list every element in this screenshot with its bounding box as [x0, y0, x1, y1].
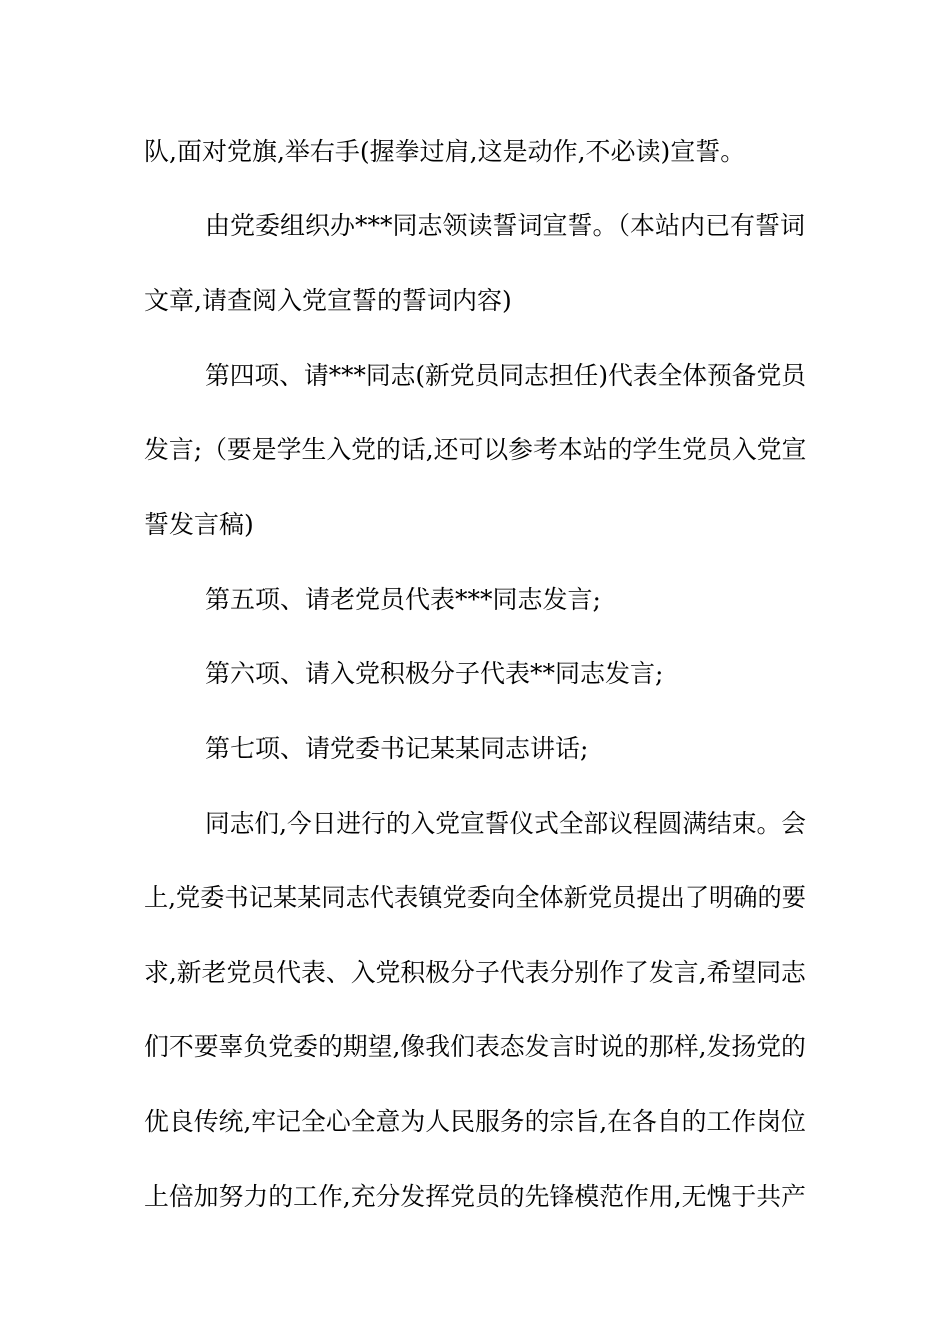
text-line-10: 同志们,今日进行的入党宣誓仪式全部议程圆满结束。会	[205, 809, 806, 838]
text-line-6: 誓发言稿)	[144, 510, 254, 539]
text-line-7: 第五项、请老党员代表***同志发言;	[205, 585, 601, 614]
text-line-8: 第六项、请入党积极分子代表**同志发言;	[205, 659, 664, 688]
text-line-4: 第四项、请***同志(新党员同志担任)代表全体预备党员	[205, 361, 807, 390]
text-line-11: 上,党委书记某某同志代表镇党委向全体新党员提出了明确的要	[144, 883, 806, 912]
text-line-3: 文章,请查阅入党宣誓的誓词内容)	[144, 286, 512, 315]
text-line-5: 发言;（要是学生入党的话,还可以参考本站的学生党员入党宣	[144, 435, 807, 464]
text-line-2: 由党委组织办***同志领读誓词宣誓。（本站内已有誓词	[205, 211, 806, 240]
text-line-13: 们不要辜负党委的期望,像我们表态发言时说的那样,发扬党的	[144, 1032, 806, 1061]
text-line-14: 优良传统,牢记全心全意为人民服务的宗旨,在各自的工作岗位	[144, 1107, 806, 1136]
text-line-12: 求,新老党员代表、入党积极分子代表分别作了发言,希望同志	[144, 958, 806, 987]
text-line-9: 第七项、请党委书记某某同志讲话;	[205, 734, 589, 763]
text-line-1: 队,面对党旗,举右手(握拳过肩,这是动作,不必读)宣誓。	[144, 137, 746, 166]
text-line-15: 上倍加努力的工作,充分发挥党员的先锋模范作用,无愧于共产	[144, 1182, 806, 1211]
